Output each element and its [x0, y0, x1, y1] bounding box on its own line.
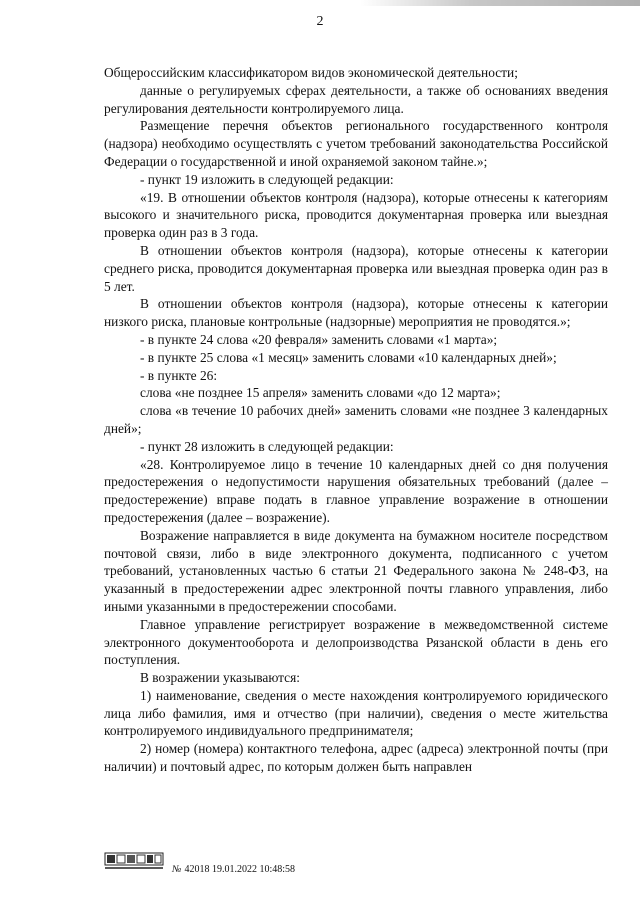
registration-mark: №: [172, 864, 182, 875]
paragraph: В отношении объектов контроля (надзора), которые отнесены к категории низкого риска, плановые контрольные (надзорные) мероприятия не проводятся.»;: [104, 296, 608, 330]
paragraph: слова «в течение 10 рабочих дней» заменить словами «не позднее 3 календарных дней»;: [104, 403, 608, 436]
registry-stamp-icon: [104, 850, 164, 872]
paragraph: слова «не позднее 15 апреля» заменить словами «до 12 марта»;: [140, 385, 501, 401]
paragraph: - пункт 28 изложить в следующей редакции:: [140, 438, 394, 454]
document-body: [104, 64, 608, 776]
paragraph: В отношении объектов контроля (надзора), которые отнесены к категории среднего риска, проводится документарная проверка или выездная проверка один раз в 5 лет.: [104, 242, 608, 294]
paragraph: «19. В отношении объектов контроля (надзора), которые отнесены к категориям высокого и значительного риска, проводится документарная проверка или выездная проверка один раз в 3 года.: [104, 189, 608, 241]
paragraph: Главное управление регистрирует возражение в межведомственной системе электронного документооборота и делопроизводства Рязанской области в день его поступления.: [104, 616, 608, 668]
registration-text: 42018 19.01.2022 10:48:58: [184, 864, 295, 875]
paragraph: данные о регулируемых сферах деятельности, а также об основаниях введения регулирования деятельности контролируемого лица.: [104, 82, 608, 116]
paragraph: - в пункте 26:: [140, 367, 218, 383]
paragraph: Размещение перечня объектов регионального государственного контроля (надзора) необходимо осуществлять с учетом требований законодательства Российской Федерации о государственной и иной охраняемой законом тайне.»;: [104, 118, 608, 169]
paragraph: - пункт 19 изложить в следующей редакции:: [140, 171, 394, 187]
paragraph: Общероссийским классификатором видов экономической деятельности;: [104, 65, 518, 80]
paragraph: - в пункте 25 слова «1 месяц» заменить словами «10 календарных дней»;: [140, 349, 557, 365]
paragraph: 2) номер (номера) контактного телефона, адрес (адреса) электронной почты (при наличии) и почтовый адрес, по которым должен быть направлен: [104, 741, 608, 775]
paragraph: Возражение направляется в виде документа на бумажном носителе посредством почтовой связи, либо в виде электронного документа, подписанного с учетом требований, установленных частью 6 статьи 21 Федерального закона № 248-ФЗ, на указанный в предостережении адрес электронной почты главного управления, либо иными указанными в предостережении способами.: [104, 527, 608, 614]
registration-number: [172, 864, 295, 875]
paragraph: 1) наименование, сведения о месте нахождения контролируемого юридического лица либо фамилия, имя и отчество (при наличии), сведения о месте жительства контролируемого индивидуального предпринимателя;: [104, 687, 608, 739]
paragraph: - в пункте 24 слова «20 февраля» заменить словами «1 марта»;: [140, 331, 498, 347]
registration-footer: [104, 850, 404, 890]
scan-edge-shadow: [360, 0, 640, 6]
page-number: 2: [316, 14, 324, 29]
paragraph: В возражении указываются:: [140, 670, 300, 686]
paragraph: «28. Контролируемое лицо в течение 10 календарных дней со дня получения предостережения о недопустимости нарушения обязательных требований (далее – предостережение) вправе подать в главное управление возражение в отношении предостережения (далее – возражение).: [104, 456, 608, 525]
